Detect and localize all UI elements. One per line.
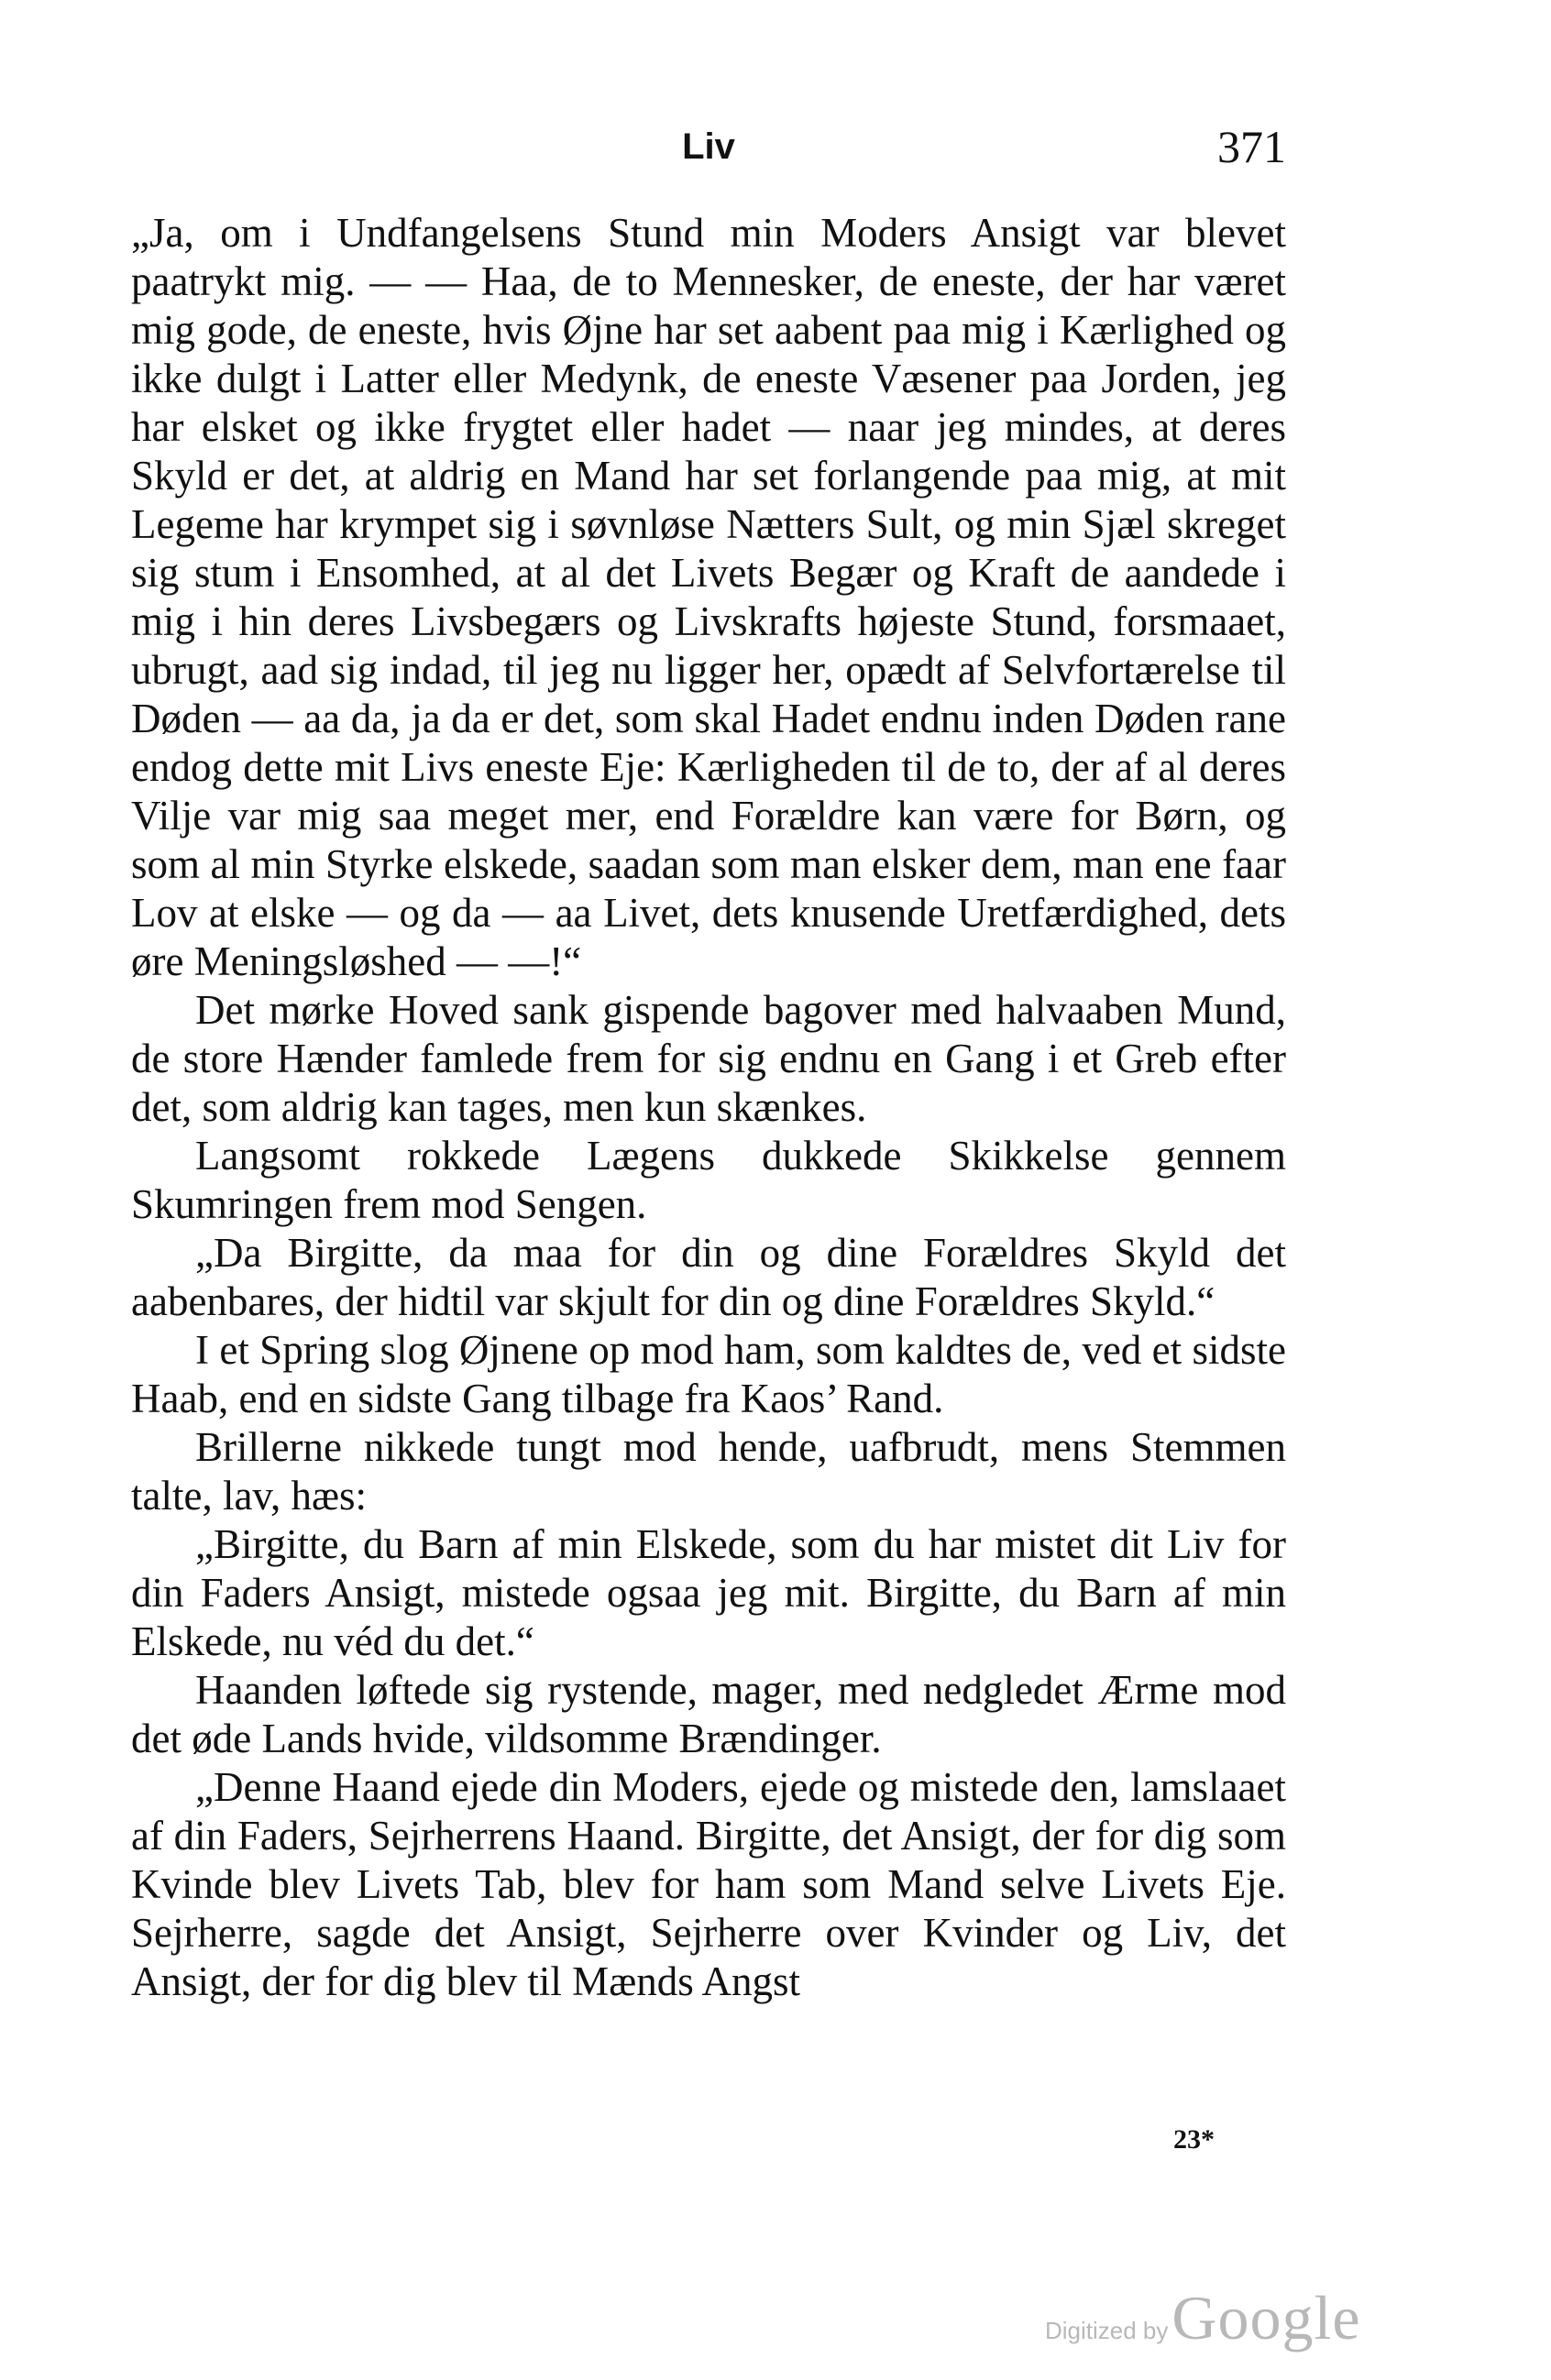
running-head [131,115,1286,179]
running-title: Liv [682,126,735,167]
watermark-brand: Google [1172,2283,1361,2353]
paragraph: Brillerne nikkede tungt mod hende, uafbrudt, mens Stemmen talte, lav, hæs: [131,1424,1286,1519]
body-text [131,209,1286,2006]
paragraph: „Birgitte, du Barn af min Elskede, som du har mistet dit Liv for din Faders Ansigt, mistede ogsaa jeg mit. Birgitte, du Barn af min Elskede, nu véd du det.“ [131,1521,1286,1664]
digitized-watermark [1045,2282,1361,2354]
paragraph: Langsomt rokkede Lægens dukkede Skikkelse gennem Skumringen frem mod Sengen. [131,1133,1286,1227]
signature-mark: 23* [1173,2124,1215,2155]
watermark-prefix: Digitized by [1045,2317,1169,2344]
paragraph: I et Spring slog Øjnene op mod ham, som kaldtes de, ved et sidste Haab, end en sidste Gang tilbage fra Kaos’ Rand. [131,1327,1286,1421]
paragraph: Haanden løftede sig rystende, mager, med nedgledet Ærme mod det øde Lands hvide, vildsomme Brændinger. [131,1667,1286,1761]
paragraph: „Ja, om i Undfangelsens Stund min Moders Ansigt var blevet paatrykt mig. — — Haa, de to Mennesker, de eneste, der har været mig gode, de eneste, hvis Øjne har set aabent paa mig i Kærlighed og ikke dulgt i Latter eller Medynk, de eneste Væsener paa Jorden, jeg har elsket og ikke frygtet eller hadet — naar jeg mindes, at deres Skyld er det, at aldrig en Mand har set forlangende paa mig, at mit Legeme har krympet sig i søvnløse Nætters Sult, og min Sjæl skreget sig stum i Ensomhed, at al det Livets Begær og Kraft de aandede i mig i hin deres Livsbegærs og Livskrafts højeste Stund, forsmaaet, ubrugt, aad sig indad, til jeg nu ligger her, opædt af Selvfortærelse til Døden — aa da, ja da er det, som skal Hadet endnu inden Døden rane endog dette mit Livs eneste Eje: Kærligheden til de to, der af al deres Vilje var mig saa meget mer, end Forældre kan være for Børn, og som al min Styrke elskede, saadan som man elsker dem, man ene faar Lov at elske — og da — aa Livet, dets knusende Uretfærdighed, dets øre Meningsløshed — —!“ [131,210,1286,984]
paragraph: „Da Birgitte, da maa for din og dine Forældres Skyld det aabenbares, der hidtil var skjult for din og dine Forældres Skyld.“ [131,1230,1286,1324]
paragraph: Det mørke Hoved sank gispende bagover med halvaaben Mund, de store Hænder famlede frem for sig endnu en Gang i et Greb efter det, som aldrig kan tages, men kun skænkes. [131,987,1286,1130]
page-number: 371 [1217,121,1286,172]
paragraph: „Denne Haand ejede din Moders, ejede og mistede den, lamslaaet af din Faders, Sejrherrens Haand. Birgitte, det Ansigt, der for dig som Kvinde blev Livets Tab, blev for ham som Mand selve Livets Eje. Sejrherre, sagde det Ansigt, Sejrherre over Kvinder og Liv, det Ansigt, der for dig blev til Mænds Angst [131,1764,1286,2004]
